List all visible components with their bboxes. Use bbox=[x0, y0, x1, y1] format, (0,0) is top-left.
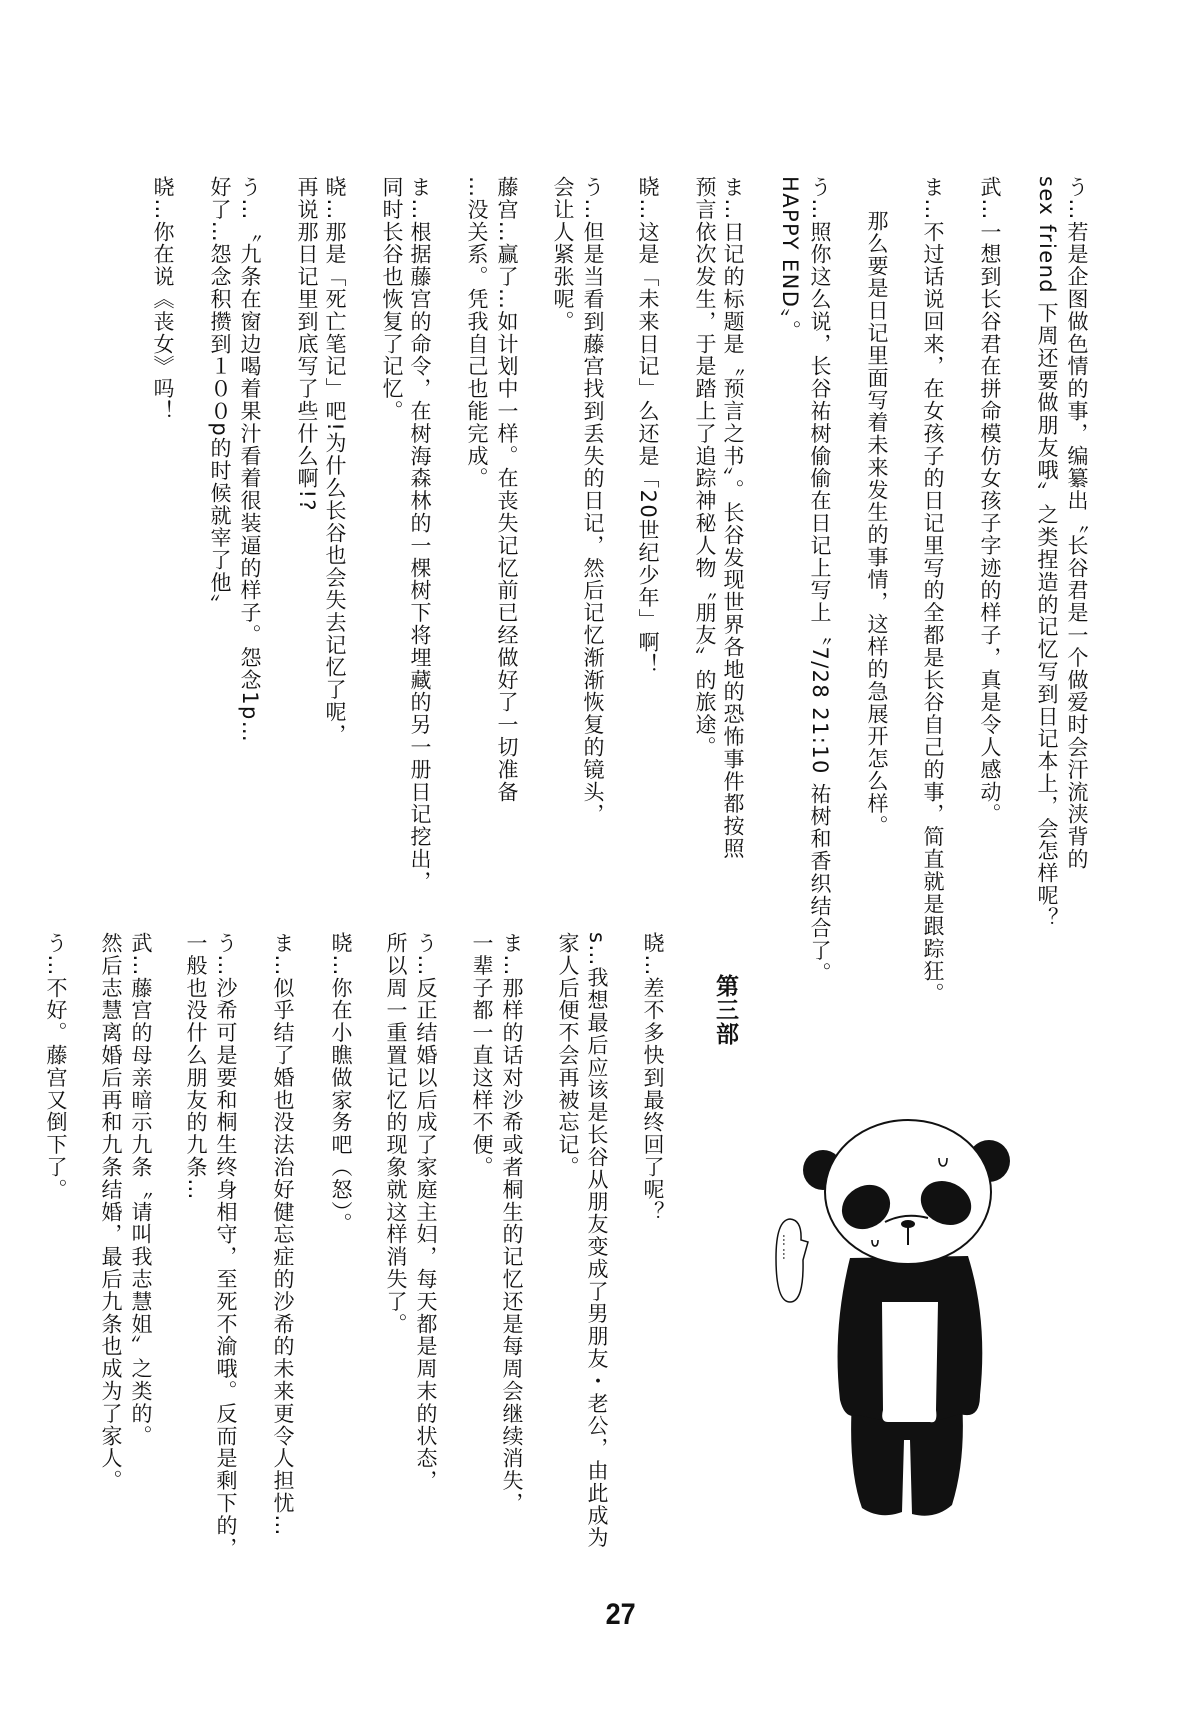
dialogue-line: 好了…怨念积攒到１００p的时候就宰了他〟 bbox=[208, 176, 232, 617]
dialogue-line: 晓…差不多快到最终回了呢？ bbox=[641, 932, 665, 1224]
dialogue-line: う…照你这么说，长谷祐树偷偷在日记上写上〝7/28 21:10 祐树和香织结合了。 bbox=[808, 176, 832, 985]
dialogue-line: 所以周一重置记忆的现象就这样消失了。 bbox=[384, 932, 408, 1336]
dialogue-line: ま…日记的标题是〝预言之书〟。长谷发现世界各地的恐怖事件都按照 bbox=[721, 176, 745, 860]
dialogue-line: う…若是企图做色情的事，编纂出〝长谷君是一个做爱时会汗流浃背的 bbox=[1065, 176, 1089, 871]
dialogue-line: ま…不过话说回来，在女孩子的日记里写的全都是长谷自己的事，简直就是跟踪狂。 bbox=[921, 176, 945, 1005]
panda-icon bbox=[803, 1120, 1010, 1516]
dialogue-line: 一辈子都一直这样不便。 bbox=[470, 932, 494, 1179]
dialogue-line: 一般也没什么朋友的九条… bbox=[184, 932, 208, 1201]
dialogue-line: う…反正结婚以后成了家庭主妇，每天都是周末的状态， bbox=[414, 932, 438, 1492]
speech-bubble-text: …… bbox=[780, 1234, 794, 1262]
dialogue-line: ま…根据藤宫的命令，在树海森林的一棵树下将埋藏的另一册日记挖出， bbox=[408, 176, 432, 893]
dialogue-line: 晓…那是「死亡笔记」吧!为什么长谷也会失去记忆了呢， bbox=[323, 176, 347, 746]
dialogue-line: s…我想最后应该是长谷从朋友变成了男朋友・老公，由此成为 bbox=[585, 932, 609, 1550]
dialogue-line: 武…藤宫的母亲暗示九条〝请叫我志慧姐〟之类的。 bbox=[129, 932, 153, 1448]
dialogue-line: ま…似乎结了婚也没法治好健忘症的沙希的未来更令人担忧… bbox=[271, 932, 295, 1537]
dialogue-line: う…不好。藤宫又倒下了。 bbox=[44, 932, 68, 1201]
dialogue-line: う…沙希可是要和桐生终身相守，至死不渝哦。反而是剩下的， bbox=[214, 932, 238, 1560]
dialogue-line: 晓…这是「未来日记」么还是「20世纪少年」啊！ bbox=[636, 176, 660, 676]
dialogue-line: 会让人紧张呢。 bbox=[551, 176, 575, 333]
dialogue-line: ま…那样的话对沙希或者桐生的记忆还是每周会继续消失， bbox=[500, 932, 524, 1515]
dialogue-line: 晓…你在小瞧做家务吧（怒）。 bbox=[329, 932, 353, 1236]
dialogue-line: う…〝九条在窗边喝着果汁看着很装逼的样子。怨念1p… bbox=[238, 176, 262, 744]
dialogue-line: HAPPY END〟。 bbox=[778, 176, 802, 343]
dialogue-line: …没关系。凭我自己也能完成。 bbox=[465, 176, 489, 490]
dialogue-line: 预言依次发生，于是踏上了追踪神秘人物〝朋友〟的旅途。 bbox=[693, 176, 717, 759]
dialogue-line: 武…一想到长谷君在拼命模仿女孩子字迹的样子，真是令人感动。 bbox=[978, 176, 1002, 826]
dialogue-line: 晓…你在说《丧女》吗！ bbox=[151, 176, 175, 423]
dialogue-line: 同时长谷也恢复了记忆。 bbox=[380, 176, 404, 423]
dialogue-line: 然后志慧离婚后再和九条结婚，最后九条也成为了家人。 bbox=[99, 932, 123, 1492]
section-heading: 第三部 bbox=[712, 974, 738, 1046]
dialogue-line: sex friend 下周还要做朋友哦〟之类捏造的记忆写到日记本上，会怎样呢？ bbox=[1035, 176, 1059, 930]
dialogue-line: う…但是当看到藤宫找到丢失的日记，然后记忆渐渐恢复的镜头， bbox=[581, 176, 605, 826]
narration-line: 那么要是日记里面写着未来发生的事情，这样的急展开怎么样。 bbox=[865, 210, 889, 838]
dialogue-line: 藤宫…赢了…如计划中一样。在丧失记忆前已经做好了一切准备 bbox=[495, 176, 519, 804]
dialogue-line: 家人后便不会再被忘记。 bbox=[556, 932, 580, 1179]
page-number: 27 bbox=[605, 1598, 636, 1631]
dialogue-line: 再说那日记里到底写了些什么啊!? bbox=[295, 176, 319, 512]
